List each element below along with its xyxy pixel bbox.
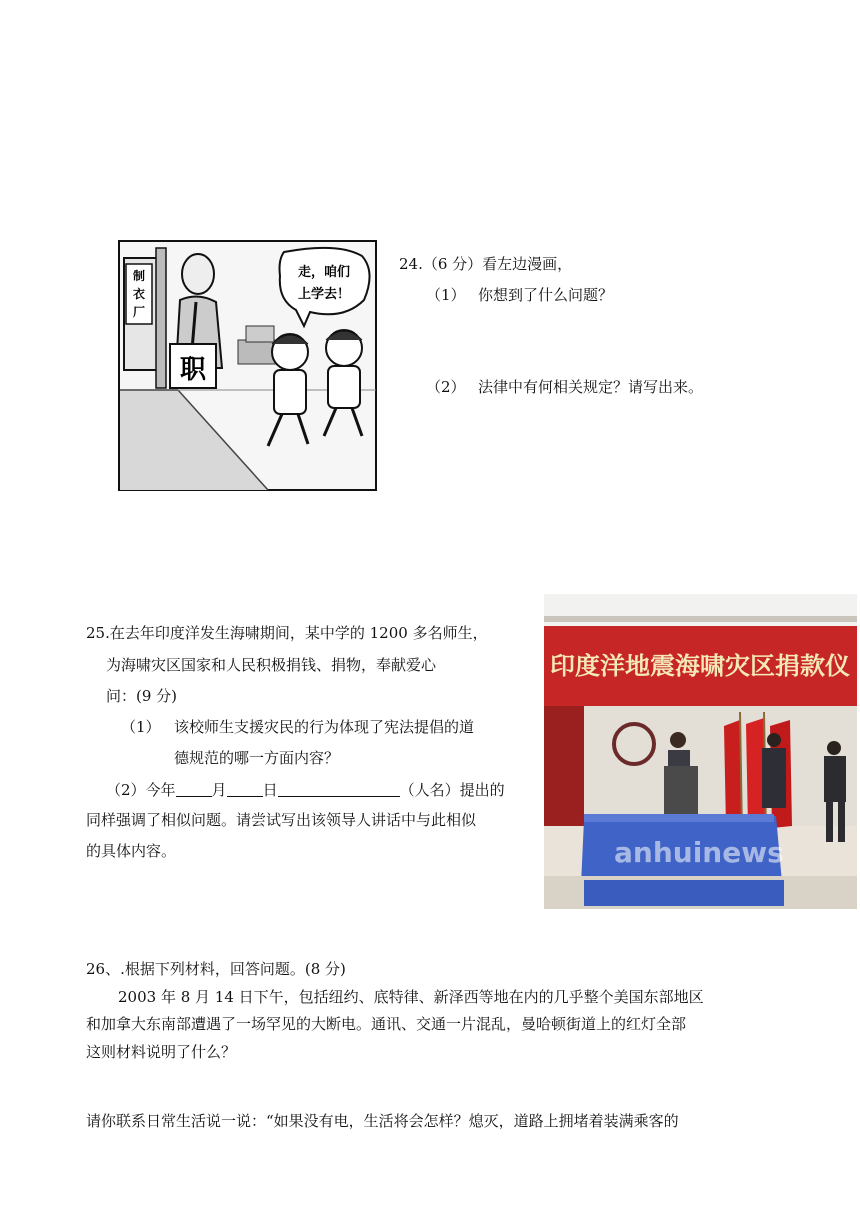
comic-drawing: [118, 240, 377, 491]
q24-title: 24.（6 分）看左边漫画，: [399, 255, 573, 273]
day-blank[interactable]: [227, 782, 263, 797]
q25-sub2-part-d: （人名）提出的: [399, 781, 505, 799]
q25-line-after-1: 同样强调了相似问题。请尝试写出该领导人讲话中与此相似: [86, 811, 477, 829]
q25-sub1-number: （1）: [121, 718, 161, 736]
comic-illustration: [118, 240, 377, 491]
comic-bubble-line-2: 上学去！: [297, 287, 351, 302]
photo-drawing: [544, 594, 857, 909]
q25-sub2-line: [106, 782, 505, 798]
q24-sub2-number: （2）: [426, 378, 466, 396]
q25-sub2-part-b: 月: [211, 781, 227, 799]
q25-line-3: 问：(9 分): [106, 687, 178, 705]
q24-sub1-number: （1）: [426, 286, 466, 304]
q25-sub2-part-a: （2）今年: [106, 781, 176, 799]
banner-text: 印度洋地震海啸灾区捐款仪: [550, 652, 850, 680]
q25-line-1: 25.在去年印度洋发生海啸期间，某中学的 1200 多名师生，: [86, 624, 488, 642]
q24-sub1-text: 你想到了什么问题？: [478, 286, 614, 304]
q26-title: 26、.根据下列材料，回答问题。(8 分): [86, 960, 346, 978]
q25-sub1-line-2: 德规范的哪一方面内容？: [174, 749, 340, 767]
q26-para-1: 2003 年 8 月 14 日下午，包括纽约、底特律、新泽西等地在内的几乎整个美国东部地区: [118, 988, 704, 1006]
q25-sub2-part-c: 日: [262, 781, 278, 799]
comic-sign-char-2: 衣: [132, 287, 146, 301]
q26-para-2: 和加拿大东南部遭遇了一场罕见的大断电。通讯、交通一片混乱，曼哈顿街道上的红灯全部: [86, 1015, 687, 1033]
watermark-text: anhuinews: [614, 836, 784, 869]
name-blank[interactable]: [278, 782, 400, 797]
q26-para-3: 这则材料说明了什么？: [86, 1043, 237, 1061]
comic-sign-char-1: 制: [132, 269, 146, 283]
donation-ceremony-photo: [544, 594, 857, 909]
q24-sub2-text: 法律中有何相关规定？请写出来。: [478, 378, 704, 396]
q25-line-after-2: 的具体内容。: [86, 842, 177, 860]
comic-board-text: 职: [179, 355, 207, 385]
comic-bubble-line-1: 走，咱们: [297, 265, 351, 280]
q25-line-2: 为海啸灾区国家和人民积极捐钱、捐物，奉献爱心: [106, 656, 437, 674]
q25-sub1-line-1: 该校师生支援灾民的行为体现了宪法提倡的道: [174, 718, 475, 736]
month-blank[interactable]: [176, 782, 212, 797]
q26-para-4: 请你联系日常生活说一说：“如果没有电，生活将会怎样？熄灭，道路上拥堵着装满乘客的: [86, 1112, 679, 1130]
comic-sign-char-3: 厂: [132, 305, 146, 319]
